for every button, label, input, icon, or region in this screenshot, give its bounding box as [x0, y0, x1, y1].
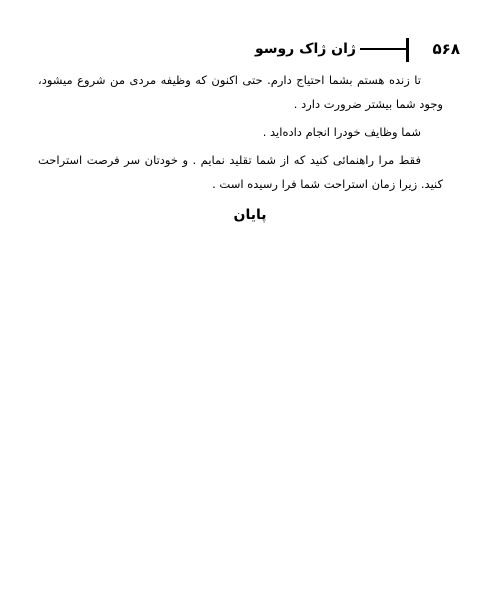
page-header: [250, 38, 460, 64]
end-mark: پایان: [233, 207, 267, 223]
running-title: ژان ژاک روسو: [254, 41, 356, 57]
header-horizontal-rule: [360, 48, 407, 50]
paragraph: شما وظایف خودرا انجام داده‌اید .: [262, 125, 421, 139]
paragraph: فقط مرا راهنمائی کنید که از شما تقلید نمایم . و خودتان سر فرصت استراحت کنید. زیرا زمان استراحت شما فرا رسیده است .: [38, 153, 443, 191]
header-vertical-rule: [406, 38, 409, 62]
paragraph: تا زنده هستم بشما احتیاج دارم. حتی اکنون که وظیفه مردی من شروع میشود، وجود شما بیشتر ضرورت دارد .: [38, 73, 443, 111]
body-text: [38, 68, 443, 196]
page-number: ۵۶۸: [432, 40, 460, 58]
